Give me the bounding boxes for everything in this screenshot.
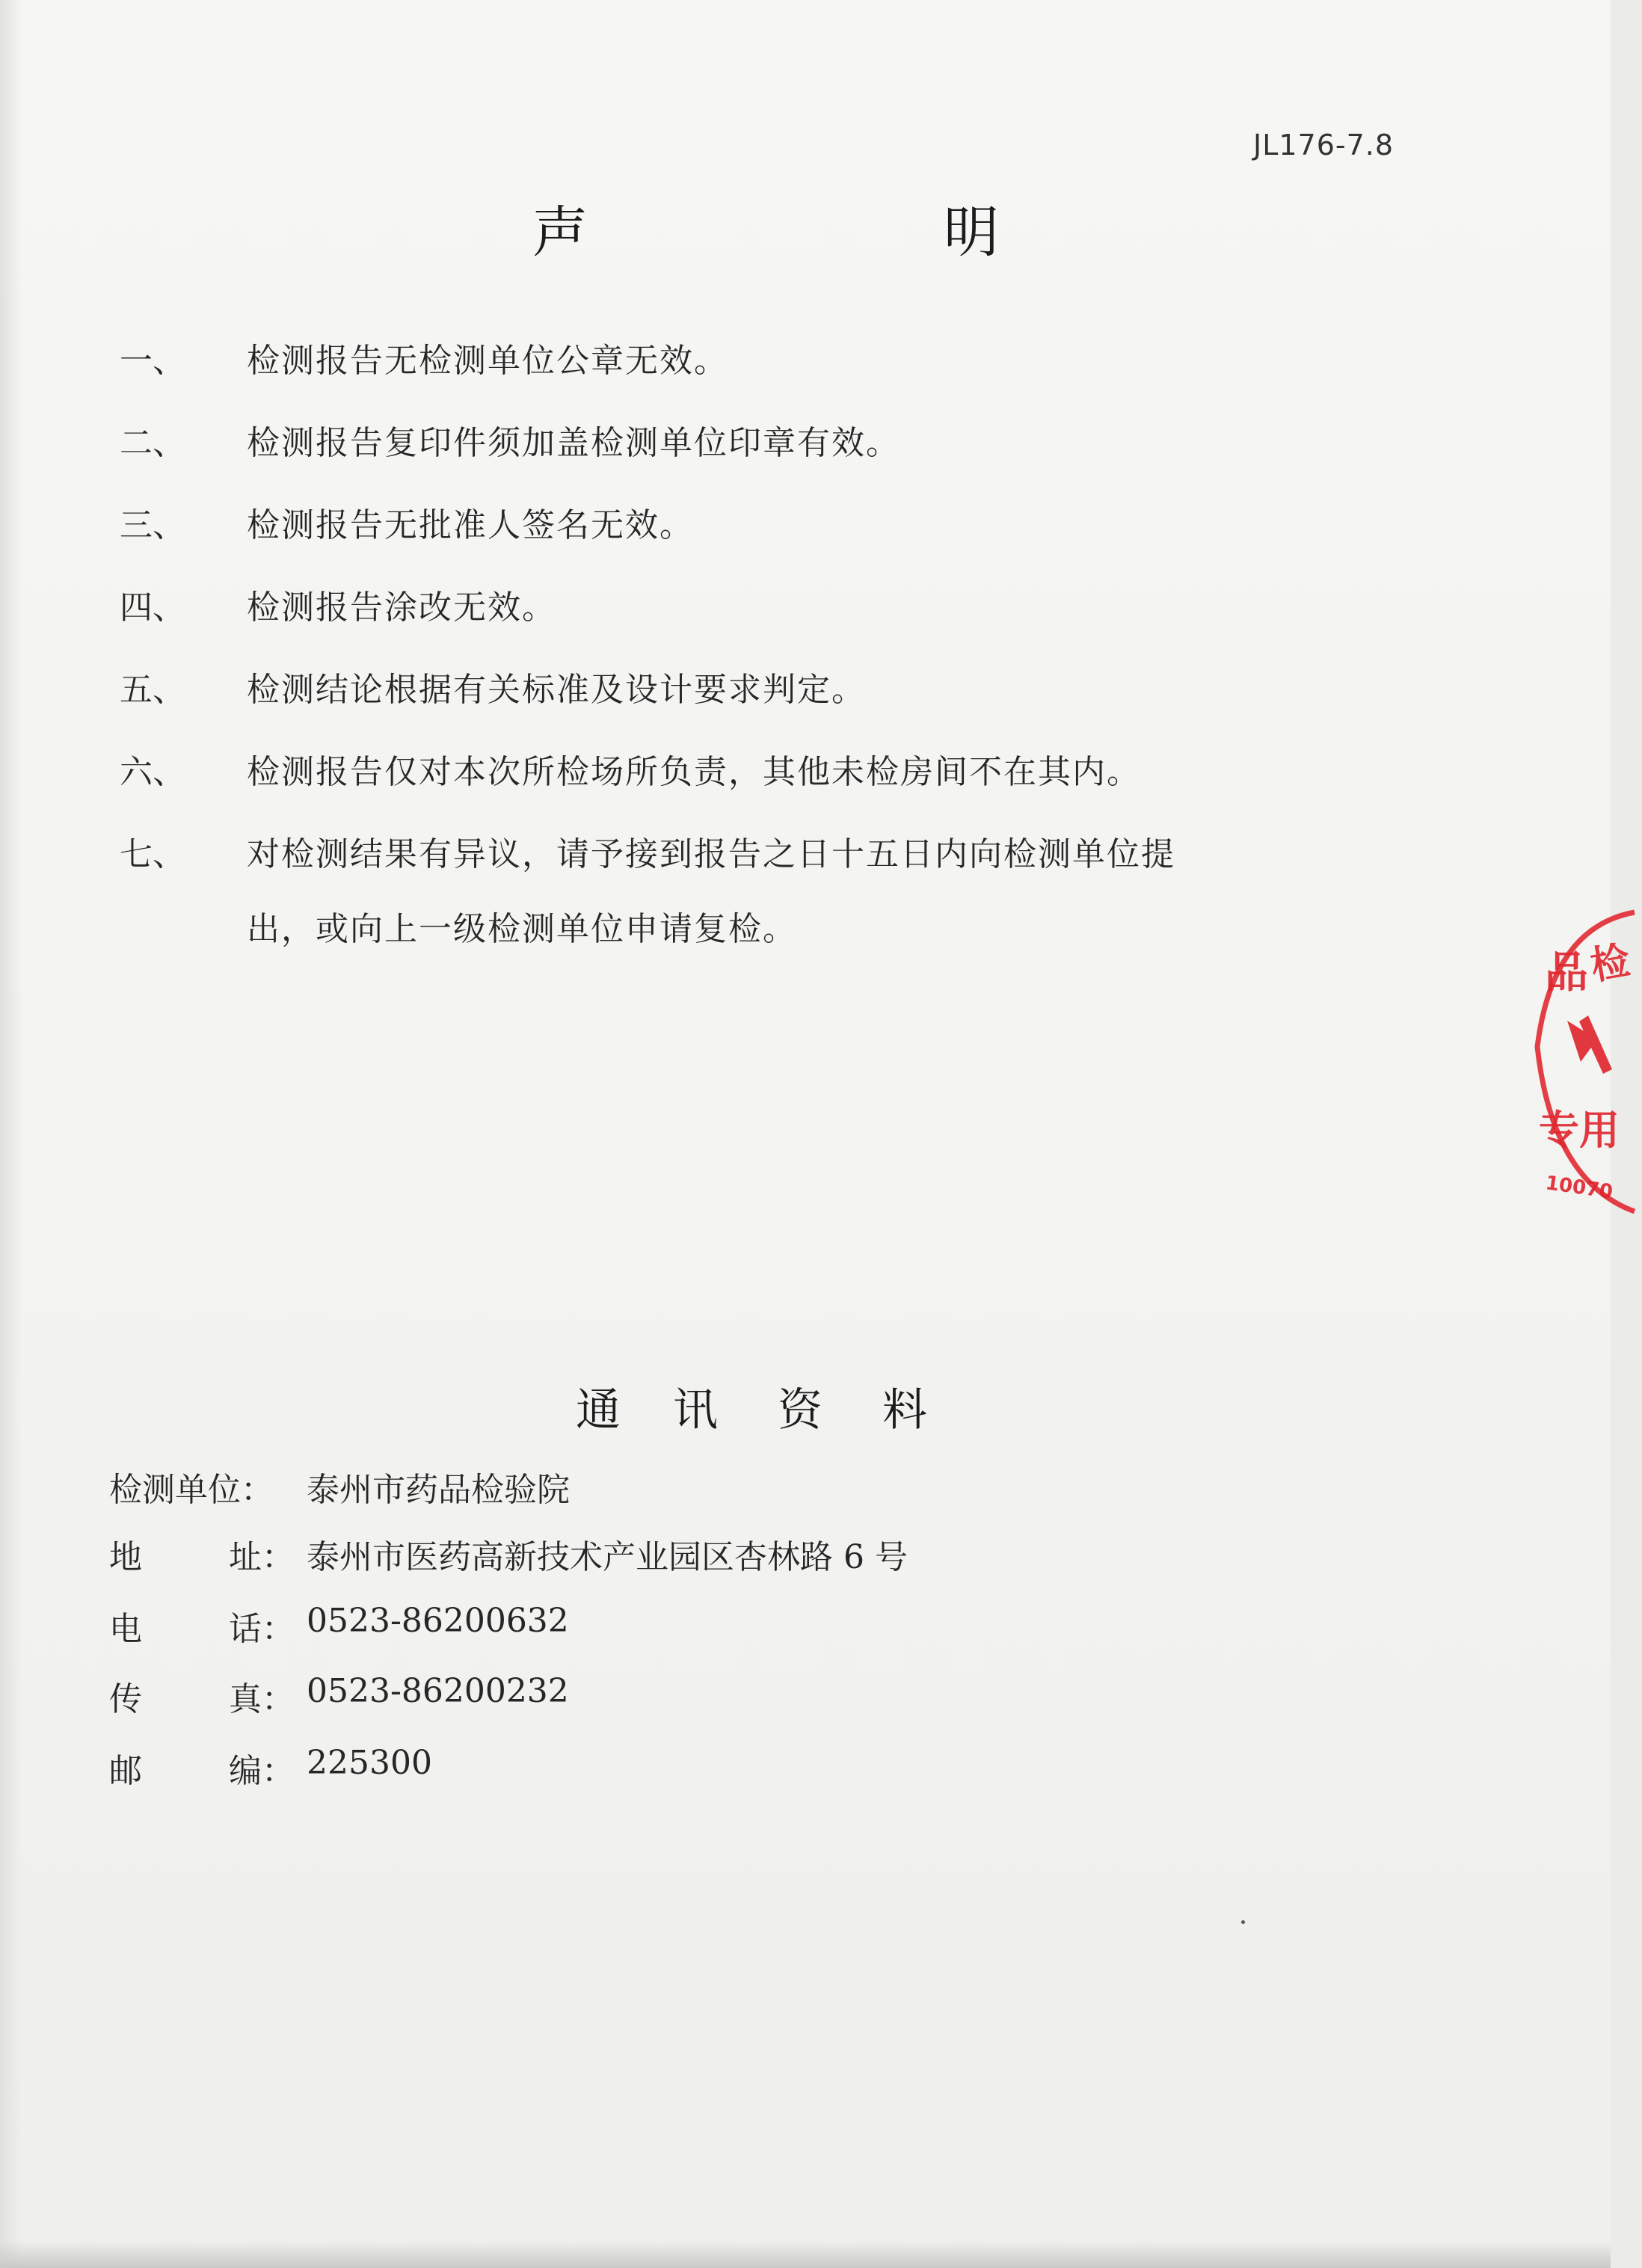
paper-bottom-edge — [0, 2241, 1611, 2268]
statement-number: 三、 — [120, 506, 185, 544]
statement-text: 检测报告复印件须加盖检测单位印章有效。 — [247, 424, 900, 462]
statement-continuation: 出，或向上一级检测单位申请复检。 — [247, 910, 797, 948]
contact-label-char: 邮 — [109, 1752, 142, 1790]
contact-value: 0523-86200632 — [307, 1602, 569, 1640]
paper-speck — [1241, 1920, 1245, 1924]
contact-title-char: 料 — [882, 1384, 927, 1436]
statement-text: 对检测结果有异议，请予接到报告之日十五日内向检测单位提 — [247, 835, 1175, 873]
statement-number: 五、 — [120, 671, 185, 709]
contact-label-char: 地 — [109, 1538, 142, 1576]
contact-value: 泰州市药品检验院 — [307, 1471, 570, 1509]
stamp-glyph-1: 品 — [1545, 947, 1589, 998]
statement-text: 检测报告涂改无效。 — [247, 588, 556, 627]
title-char-2: 明 — [944, 200, 999, 265]
stamp-glyph-2: 检 — [1587, 938, 1634, 989]
stamp-number: 10070 — [1544, 1172, 1614, 1204]
stamp-star-fragment — [1567, 1015, 1612, 1074]
statement-number: 七、 — [120, 835, 185, 873]
contact-label-char: 编： — [229, 1752, 295, 1790]
contact-label-char: 真： — [229, 1680, 295, 1718]
contact-label-char: 话： — [229, 1610, 295, 1648]
paper-shadow — [0, 0, 22, 2268]
contact-value: 泰州市医药高新技术产业园区杏林路 6 号 — [307, 1538, 908, 1576]
contact-label-char: 址： — [229, 1538, 295, 1576]
contact-value: 225300 — [307, 1744, 432, 1782]
red-seal-stamp-fragment — [1522, 897, 1642, 1226]
contact-title-char: 资 — [778, 1384, 822, 1436]
contact-title-char: 通 — [576, 1384, 621, 1436]
statement-text: 检测报告仅对本次所检场所负责，其他未检房间不在其内。 — [247, 753, 1141, 791]
statement-number: 二、 — [120, 424, 185, 462]
statement-number: 六、 — [120, 753, 185, 791]
stamp-glyph-3: 专用 — [1539, 1107, 1620, 1154]
statement-text: 检测报告无检测单位公章无效。 — [247, 342, 728, 380]
statement-number: 一、 — [120, 342, 185, 380]
contact-title-char: 讯 — [673, 1384, 718, 1436]
contact-label-char: 传 — [109, 1680, 142, 1718]
contact-label: 检测单位： — [109, 1471, 274, 1509]
statement-number: 四、 — [120, 588, 185, 627]
contact-label-char: 电 — [109, 1610, 142, 1648]
statement-text: 检测报告无批准人签名无效。 — [247, 506, 694, 544]
contact-value: 0523-86200232 — [307, 1672, 569, 1710]
title-char-1: 声 — [532, 200, 588, 265]
statement-text: 检测结论根据有关标准及设计要求判定。 — [247, 671, 866, 709]
document-code: JL176-7.8 — [1253, 129, 1395, 162]
